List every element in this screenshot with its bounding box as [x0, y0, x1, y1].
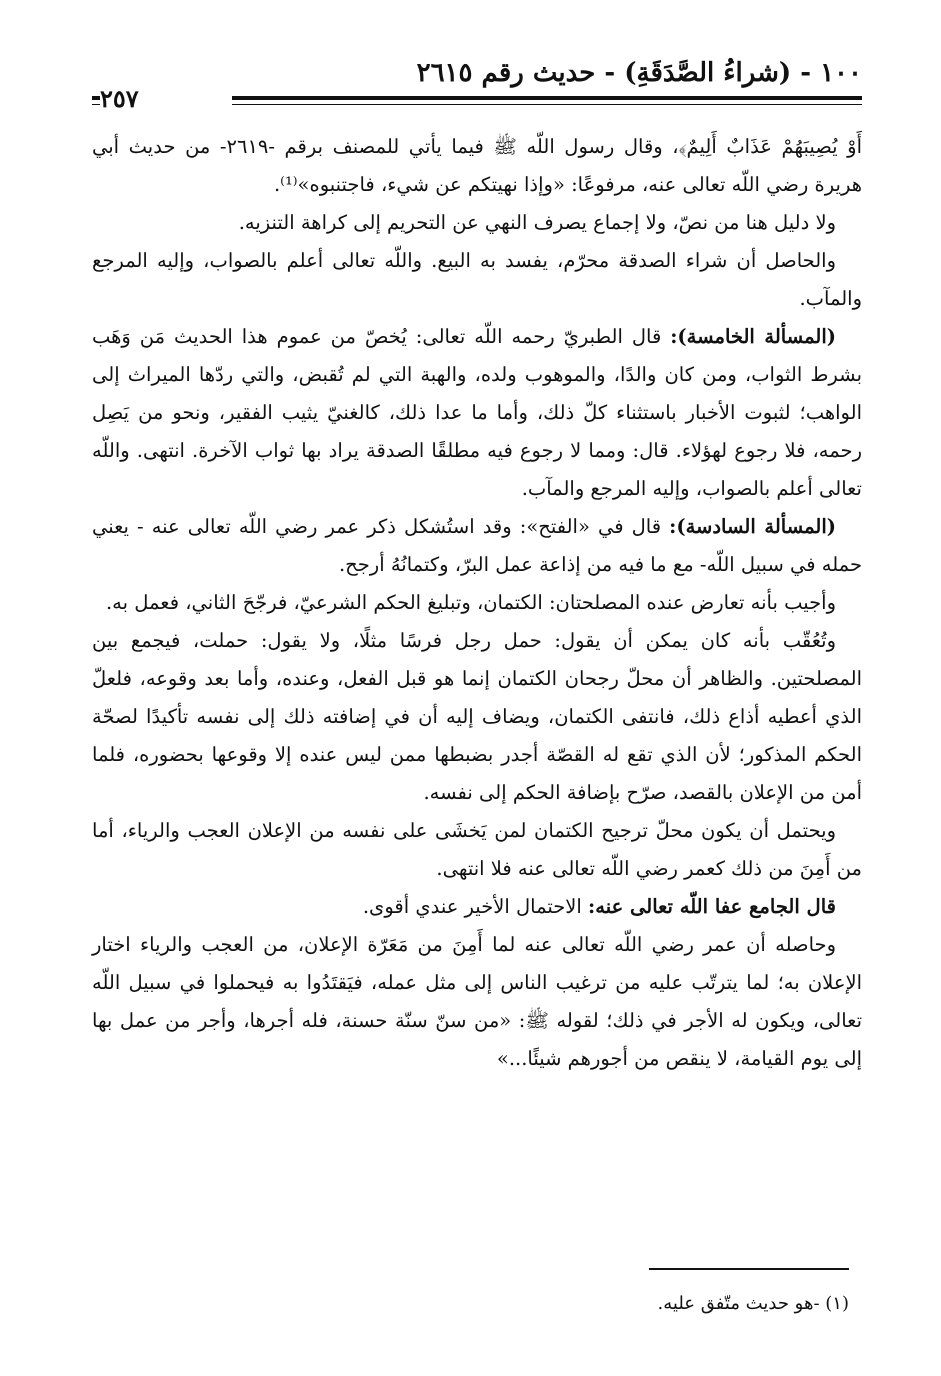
paragraph-6: وأجيب بأنه تعارض عنده المصلحتان: الكتمان، وتبليغ الحكم الشرعيّ، فرجّحَ الثاني، فعمل به. — [105, 591, 836, 614]
paragraph-4-text: قال الطبريّ رحمه اللّه تعالى: يُخصّ من عموم هذا الحديث مَن وَهَب بشرط الثواب، ومن كان والدًا، والموهوب ولده، والهبة التي لم تُقبض، والتي ردّها الميراث إلى الواهب؛ لثبوت الأخبار باستثناء كلّ ذلك، وأما ما عدا ذلك، كالغنيّ يثيب الفقير، ونحو من يَصِل رحمه، فلا رجوع لهؤلاء. قال: ومما لا رجوع فيه مطلقًا الصدقة يراد بها ثواب الآخرة. انتهى. واللّه تعالى أعلم بالصواب، وإليه المرجع والمآب. — [92, 325, 862, 500]
paragraph-7: وتُعُقّب بأنه كان يمكن أن يقول: حمل رجل فرسًا مثلًا، ولا يقول: حملت، فيجمع بين المصلحتين. والظاهر أن محلّ رجحان الكتمان إنما هو قبل الفعل، وعنده، وأما بعد وقوعه، فلعلّ الذي أعطيه أذاع ذلك، فانتفى الكتمان، ويضاف إليه أن في إضافته ذلك إلى نفسه تأكيدًا لصحّة الحكم المذكور؛ لأن الذي تقع له القصّة أجدر بضبطها ممن ليس عنده إلا وقوعها بحضوره، فلما أمن من الإعلان بالقصد، صرّح بإضافة الحكم إلى نفسه. — [92, 629, 862, 804]
page-header — [92, 58, 862, 120]
paragraph-4 — [92, 318, 862, 508]
compiler-note-label: قال الجامع عفا اللّه تعالى عنه: — [588, 895, 836, 918]
header-rule-thick — [232, 96, 862, 100]
header-rule-left-thick — [92, 96, 100, 100]
section-heading-5: (المسألة الخامسة): — [670, 325, 836, 348]
main-text — [92, 128, 862, 1078]
page-number: ٢٥٧ — [100, 84, 139, 113]
paragraph-9-text: الاحتمال الأخير عندي أقوى. — [362, 895, 589, 918]
paragraph-5-text: قال في «الفتح»: وقد استُشكل ذكر عمر رضي اللّه تعالى عنه - يعني حمله في سبيل اللّه- مع ما فيه من إذاعة عمل البرّ، وكتمانُهُ أرجح. — [92, 515, 862, 576]
paragraph-8: ويحتمل أن يكون محلّ ترجيح الكتمان لمن يَخشَى على نفسه من الإعلان العجب والرياء، أما من أَمِنَ من ذلك كعمر رضي اللّه تعالى عنه فلا انتهى. — [92, 819, 862, 880]
footnote-separator — [649, 1268, 849, 1270]
section-heading-6: (المسألة السادسة): — [669, 515, 837, 538]
footnote-1: (١) -هو حديث متّفق عليه. — [657, 1293, 849, 1314]
paragraph-1: أَوْ يُصِيبَهُمْ عَذَابٌ أَلِيمٌ﴾، وقال رسول اللّه ﷺ فيما يأتي للمصنف برقم -٢٦١٩- من حديث أبي هريرة رضي اللّه تعالى عنه، مرفوعًا: «وإذا نهيتكم عن شيء، فاجتنبوه»⁽¹⁾. — [92, 135, 862, 196]
header-rule-thin — [232, 104, 862, 105]
paragraph-10: وحاصله أن عمر رضي اللّه تعالى عنه لما أَمِنَ من مَعَرّة الإعلان، من العجب والرياء اختار الإعلان به؛ لما يترتّب عليه من ترغيب الناس إلى مثل عمله، فيَقتَدُوا به فيحملوا في سبيل اللّه تعالى، ويكون له الأجر في ذلك؛ لقوله ﷺ: «من سنّ سنّة حسنة، فله أجرها، وأجر من عمل بها إلى يوم القيامة، لا ينقص من أجورهم شيئًا...» — [92, 933, 862, 1070]
paragraph-9 — [92, 888, 862, 926]
paragraph-3: والحاصل أن شراء الصدقة محرّم، يفسد به البيع. واللّه تعالى أعلم بالصواب، وإليه المرجع والمآب. — [92, 249, 862, 310]
header-rule-left-thin — [92, 104, 100, 105]
paragraph-2: ولا دليل هنا من نصّ، ولا إجماع يصرف النهي عن التحريم إلى كراهة التنزيه. — [238, 211, 836, 234]
paragraph-5 — [92, 508, 862, 584]
running-title: ١٠٠ - (شراءُ الصَّدَقَةِ) - حديث رقم ٢٦١٥ — [416, 58, 862, 88]
